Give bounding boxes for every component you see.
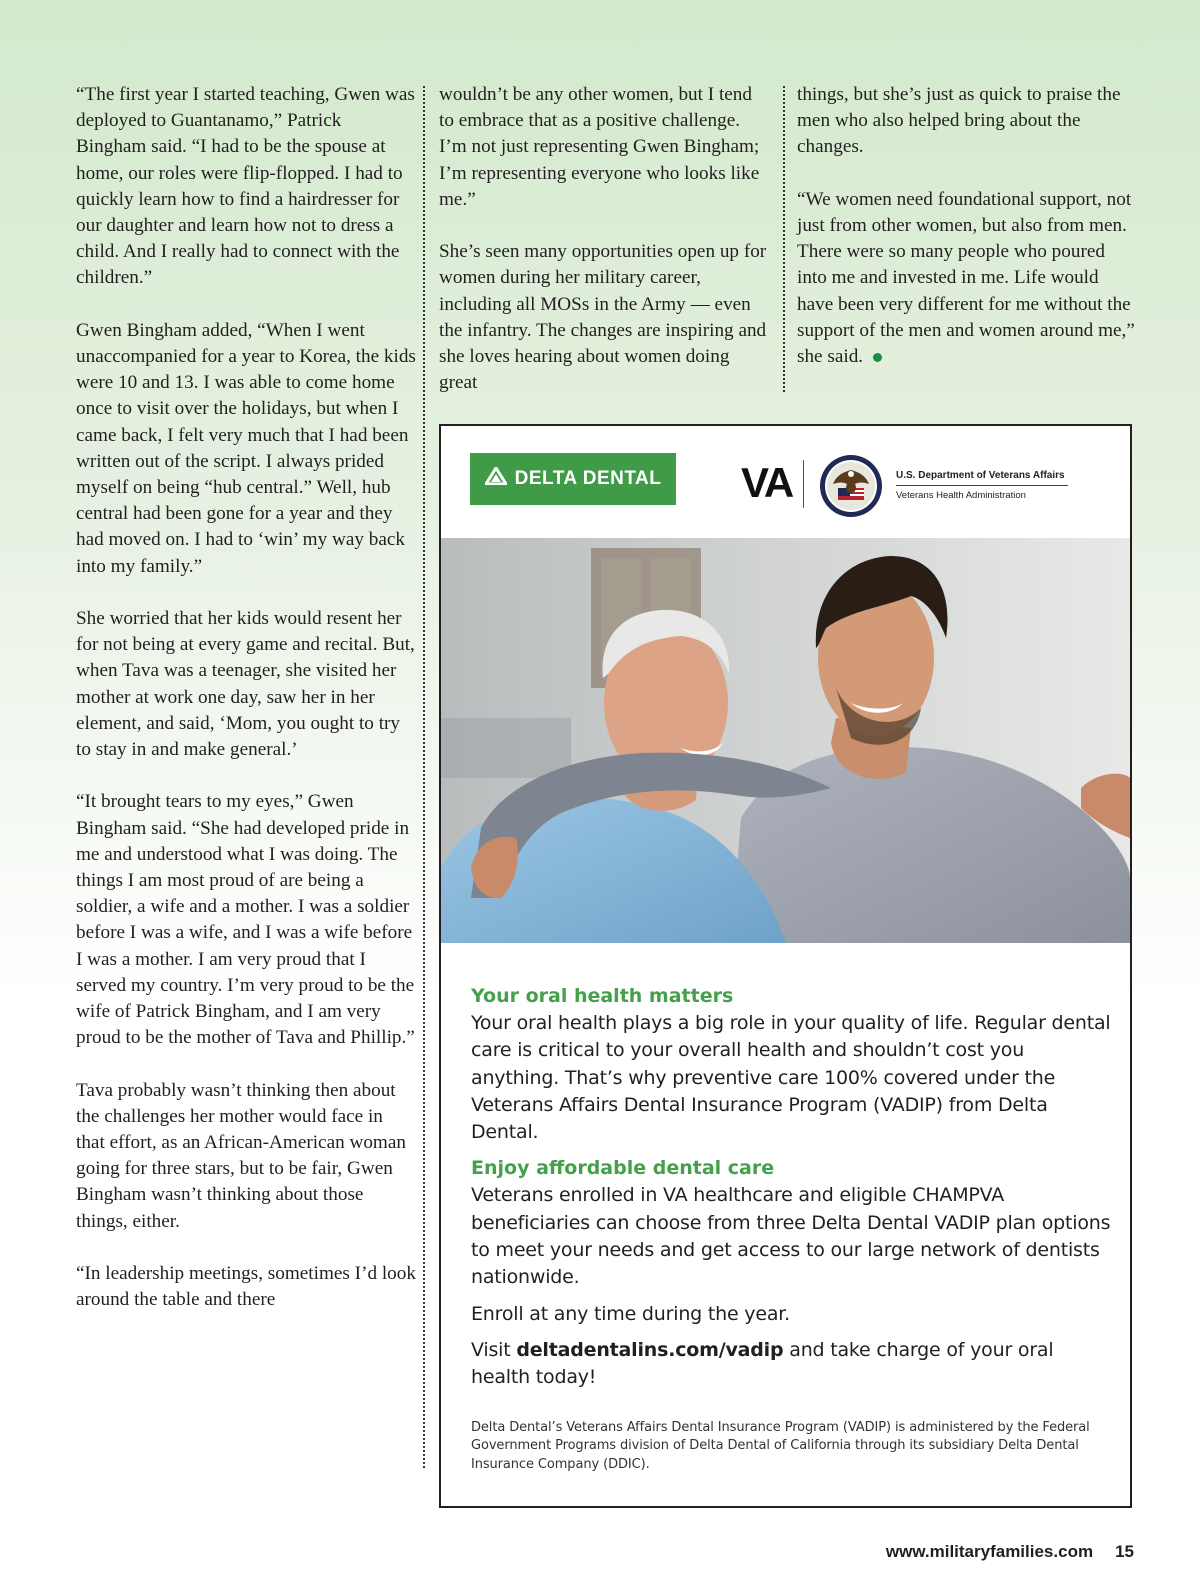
article-paragraph: Tava probably wasn’t thinking then about the challenges her mother would face in that effort, as an African-American woman going for three stars, but to be fair, Gwen Bingham wasn’t thinking about those things, either. xyxy=(76,1079,406,1232)
ad-visit-text xyxy=(471,1337,1111,1392)
va-administration-name: Veterans Health Administration xyxy=(896,490,1026,501)
article-column-2 xyxy=(439,82,767,423)
article-paragraph-last xyxy=(797,187,1137,370)
ad-visit-prefix: Visit xyxy=(471,1338,517,1361)
ad-enroll-text: Enroll at any time during the year. xyxy=(471,1302,790,1325)
ad-paragraph: Your oral health plays a big role in your quality of life. Regular dental care is critical to your overall health and shouldn’t cost you anything. That’s why preventive care 100% covered under the Veterans Affairs Dental Insurance Program (VADIP) from Delta Dental. xyxy=(471,1012,1111,1144)
article-paragraph: She worried that her kids would resent her for not being at every game and recital. But, when Tava was a teenager, she visited her mother at work one day, saw her in her element, and said, ‘Mom, you ought to try to stay in and make general.’ xyxy=(76,608,415,761)
column-divider xyxy=(783,86,785,392)
logo-separator xyxy=(803,460,804,508)
article-paragraph-text: “We women need foundational support, not just from other women, but also from men. There were so many people who poured into me and invested in me. Life would have been very different for me without the support of the men and women around me,” she said. xyxy=(797,188,1135,368)
footer-website[interactable]: www.militaryfamilies.com xyxy=(885,1542,1094,1561)
end-mark-icon xyxy=(873,353,882,362)
article-paragraph: “The first year I started teaching, Gwen was deployed to Guantanamo,” Patrick Bingham said. “I had to be the spouse at home, our roles were flip-flopped. I had to quickly learn how to find a hairdresser for our daughter and learn how not to dress a child. And I really had to connect with the children.” xyxy=(76,84,415,289)
va-logo: VA xyxy=(741,459,793,506)
page-number: 15 xyxy=(1115,1542,1134,1561)
ad-visit-suffix: and take charge of your oral health today! xyxy=(471,1338,1054,1389)
article-paragraph: wouldn’t be any other women, but I tend to embrace that as a positive challenge. I’m not just representing Gwen Bingham; I’m representing everyone who looks like me.” xyxy=(439,84,760,210)
ad-fine-print: Delta Dental’s Veterans Affairs Dental Insurance Program (VADIP) is administered by the Federal Government Programs division of Delta Dental of California through its subsidiary Delta Dental Insurance Company (DDIC). xyxy=(471,1419,1090,1472)
article-column-1 xyxy=(76,82,416,1340)
column-divider xyxy=(423,86,425,1468)
va-seal-icon xyxy=(819,454,883,523)
article-paragraph: She’s seen many opportunities open up for women during her military career, including all MOSs in the Army — even the infantry. The changes are inspiring and she loves hearing about women doing great xyxy=(439,241,767,394)
article-paragraph: Gwen Bingham added, “When I went unaccompanied for a year to Korea, the kids were 10 and 13. I was able to come home once to visit over the holidays, but when I came back, I felt very much that I had been written out of the script. I always prided myself on being “hub central.” Well, hub central had been gone for a year and they had moved on. I had to ‘win’ my way back into my family.” xyxy=(76,319,416,577)
ad-website-link[interactable]: deltadentalins.com/vadip xyxy=(516,1338,784,1361)
ad-heading-oral-health: Your oral health matters xyxy=(471,985,734,1007)
article-paragraph: things, but she’s just as quick to praise the men who also helped bring about the changes. xyxy=(797,84,1121,158)
delta-dental-logo-text: DELTA DENTAL xyxy=(514,468,662,489)
article-paragraph: “It brought tears to my eyes,” Gwen Bingham said. “She had developed pride in me and understood what I was doing. The things I am most proud of are being a soldier, a wife and a mother. I was a soldier before I was a wife, and I was a wife before I was a mother. I am very proud that I served my country. I’m very proud to be the wife of Patrick Bingham, and I am very proud to be the mother of Tava and Phillip.” xyxy=(76,791,415,1049)
ad-heading-affordable-care: Enjoy affordable dental care xyxy=(471,1157,775,1180)
ad-copy xyxy=(471,983,1111,1487)
article-column-3 xyxy=(797,82,1137,396)
ad-photo-father-and-son xyxy=(441,538,1130,943)
va-department-text xyxy=(896,470,1068,501)
ad-paragraph: Veterans enrolled in VA healthcare and eligible CHAMPVA beneficiaries can choose from three Delta Dental VADIP plan options to meet your needs and get access to our large network of dentists nationwide. xyxy=(471,1184,1111,1289)
article-paragraph: “In leadership meetings, sometimes I’d look around the table and there xyxy=(76,1263,416,1311)
delta-dental-logo xyxy=(470,453,676,505)
delta-dental-advertisement xyxy=(439,424,1132,1508)
va-department-name: U.S. Department of Veterans Affairs xyxy=(896,470,1068,486)
ad-logo-bar xyxy=(441,426,1130,538)
delta-triangle-icon xyxy=(485,467,507,491)
page-footer xyxy=(886,1542,1134,1562)
